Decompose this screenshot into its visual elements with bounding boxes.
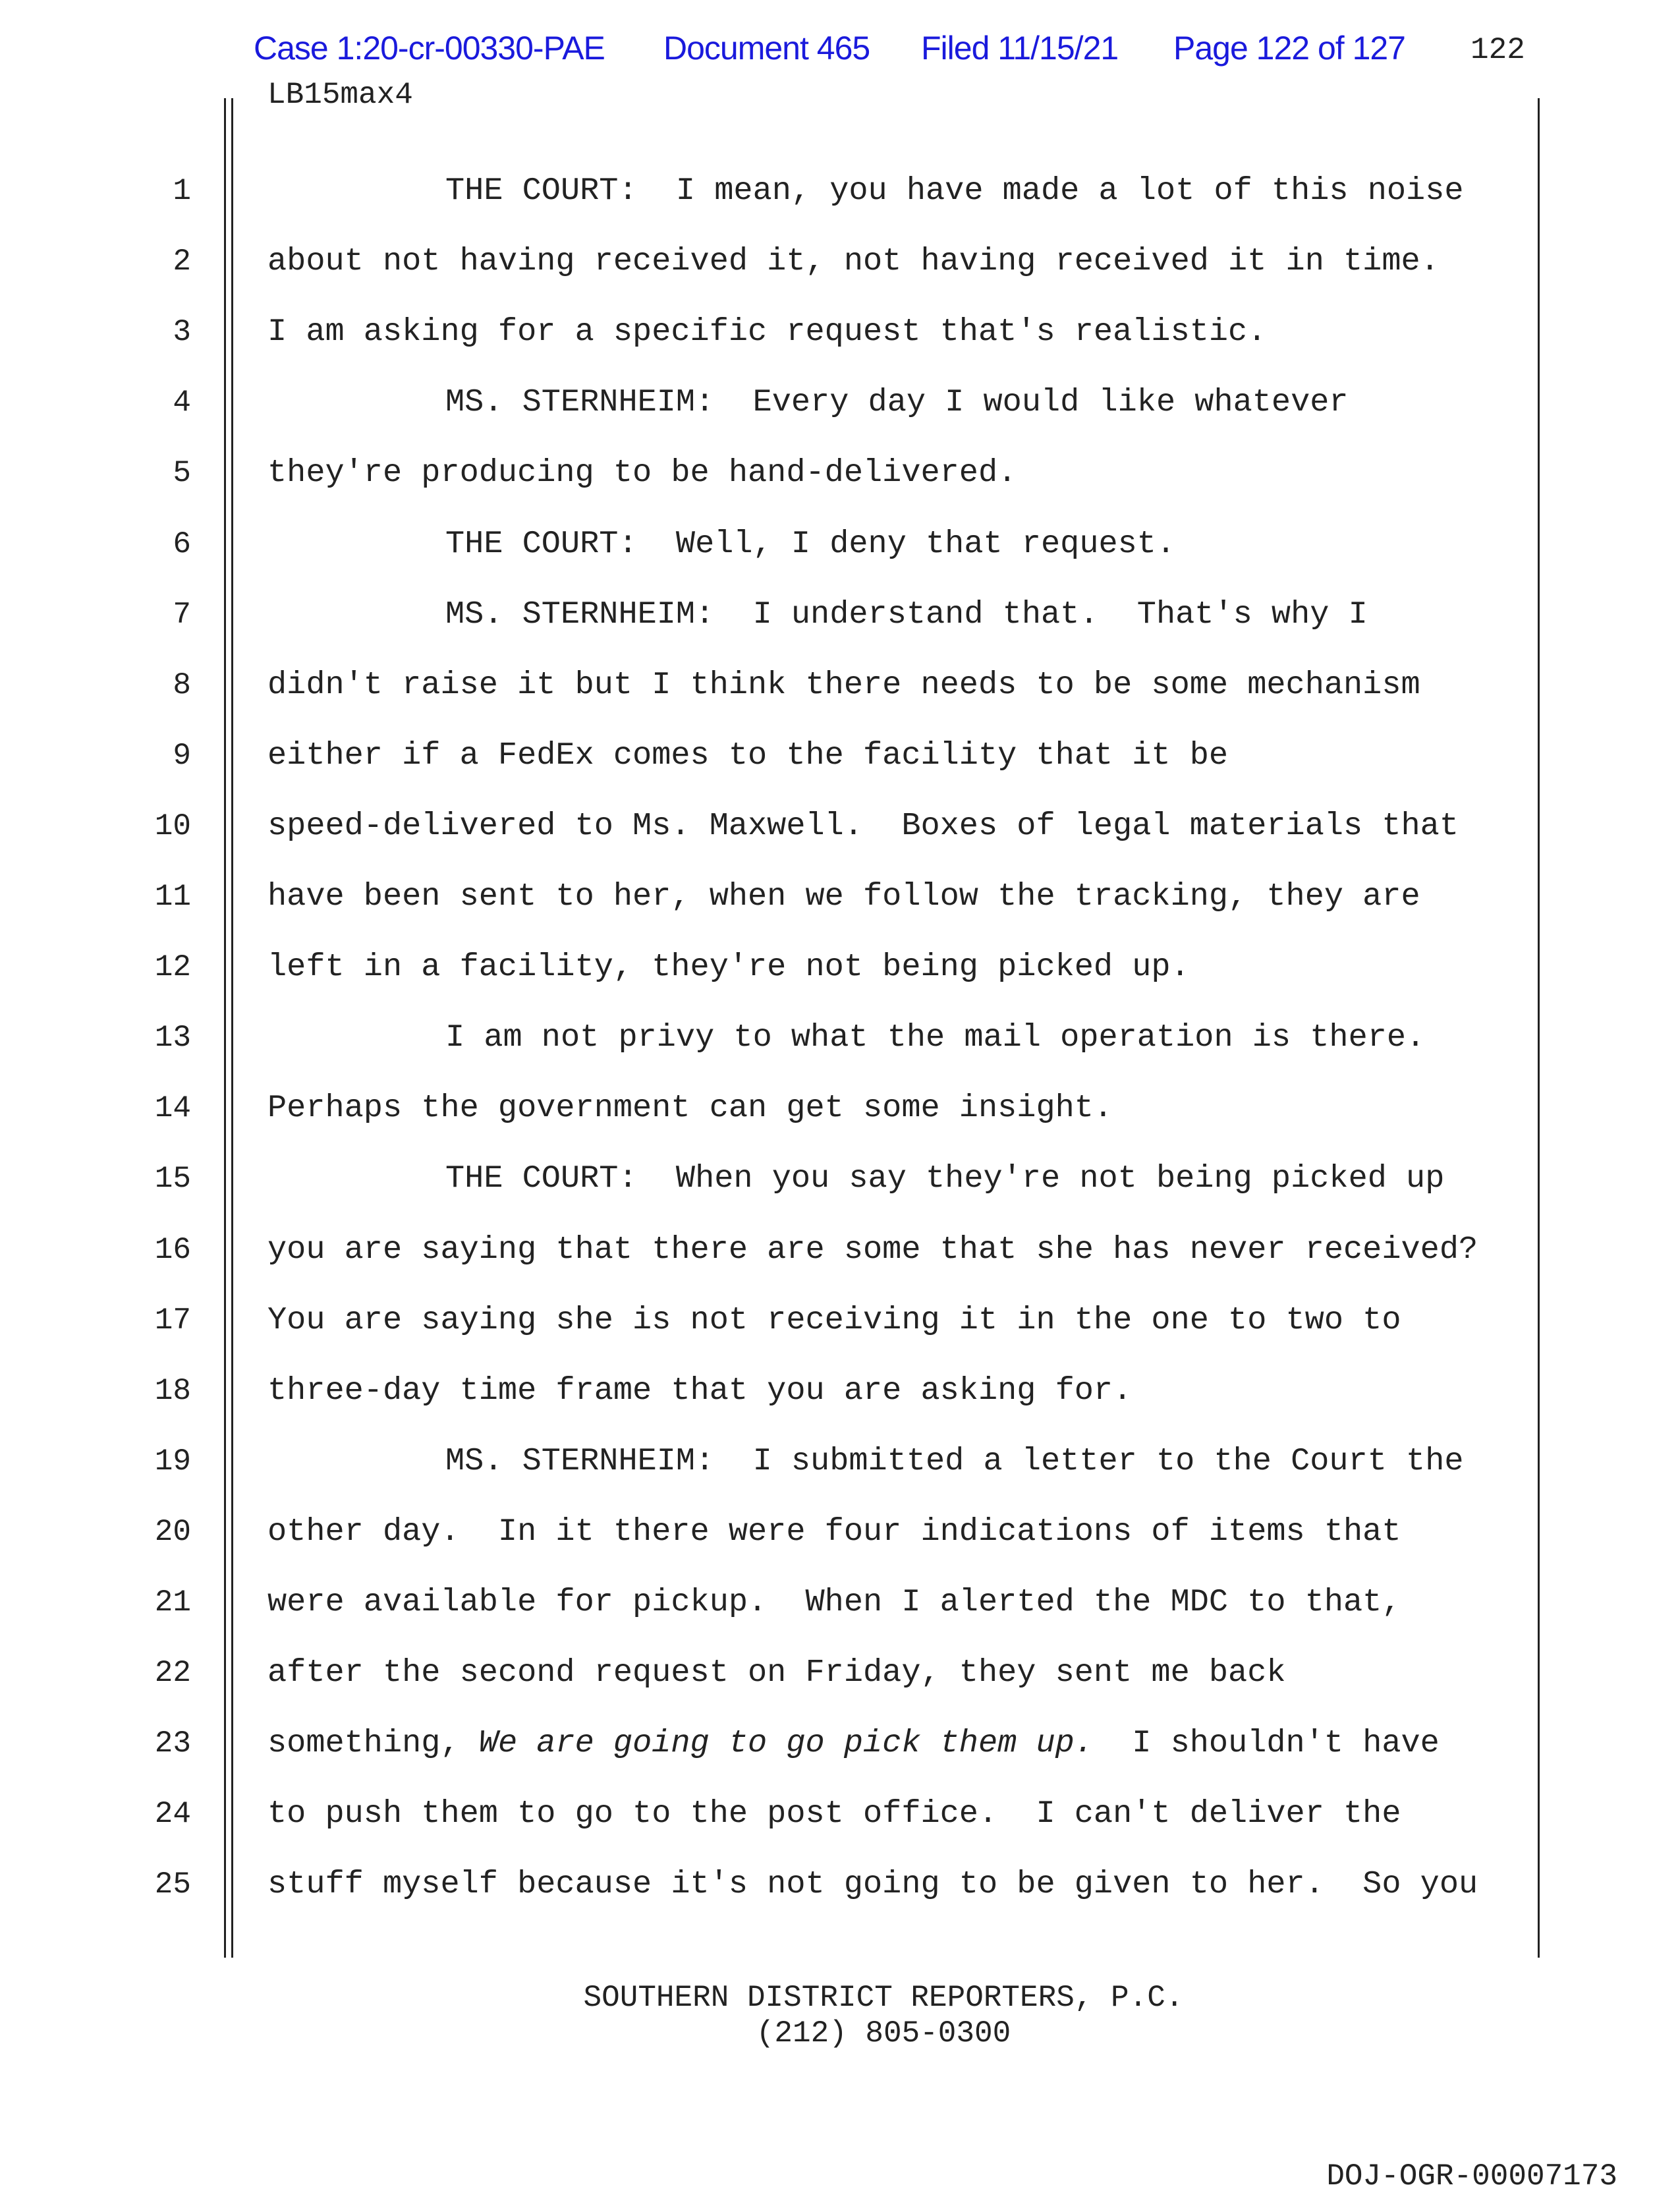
transcript-line [267,1796,1401,1832]
line-number: 20 [154,1514,191,1549]
line-number: 4 [173,385,191,420]
line-text: something, [267,1725,479,1762]
line-number: 17 [154,1303,191,1338]
transcript-line [267,1655,1286,1691]
line-number: 24 [154,1797,191,1832]
line-text: have been sent to her, when we follow the tracking, they are [267,878,1420,915]
quoted-reply: We are going to go pick them up. [478,1725,1094,1762]
document-number: Document 465 [663,30,870,67]
line-text: I am not privy to what the mail operation is there. [445,1019,1426,1056]
transcript-line [445,384,1349,420]
line-text: after the second request on Friday, they sent me back [267,1655,1286,1691]
line-text: THE COURT: Well, I deny that request. [445,525,1176,562]
line-text: THE COURT: When you say they're not being picked up [445,1160,1445,1197]
line-text: you are saying that there are some that she has never received? [267,1231,1478,1268]
transcript-line [267,949,1190,985]
transcript-line [267,1725,1440,1761]
transcript-line [267,1302,1401,1338]
transcript-line [445,1160,1444,1197]
left-margin-rule [224,98,226,1958]
line-number: 13 [154,1021,191,1056]
line-text: MS. STERNHEIM: Every day I would like whatever [445,384,1349,421]
line-number: 6 [173,526,191,561]
line-number: 11 [154,880,191,914]
page-indicator: Page 122 of 127 [1173,30,1405,67]
transcript-line [267,878,1420,915]
line-text: speed-delivered to Ms. Maxwell. Boxes of legal materials that [267,807,1459,844]
line-number: 23 [154,1726,191,1761]
reporter-name: SOUTHERN DISTRICT REPORTERS, P.C. [583,1981,1184,2015]
transcript-line [267,243,1440,279]
line-text: THE COURT: I mean, you have made a lot of this noise [445,173,1464,209]
line-text: stuff myself because it's not going to be given to her. So you [267,1866,1478,1903]
transcript-line [445,596,1368,633]
transcript-line [267,1373,1132,1409]
line-number: 19 [154,1444,191,1479]
line-text: three-day time frame that you are asking for. [267,1372,1133,1409]
line-number: 12 [154,950,191,985]
transcript-line [267,314,1266,350]
line-number: 2 [173,244,191,279]
line-text: I shouldn't have [1093,1725,1440,1762]
transcript-line [267,667,1420,703]
line-text: didn't raise it but I think there needs to be some mechanism [267,666,1420,703]
line-number: 10 [154,808,191,843]
transcript-line [267,808,1459,844]
line-text: either if a FedEx comes to the facility that it be [267,737,1229,774]
transcript-line [267,737,1228,774]
line-text: MS. STERNHEIM: I understand that. That's why I [445,596,1368,633]
filed-date: Filed 11/15/21 [921,30,1119,67]
line-number: 3 [173,315,191,350]
line-text: You are saying she is not receiving it in the one to two to [267,1301,1401,1338]
line-number: 14 [154,1091,191,1126]
line-number: 18 [154,1373,191,1408]
line-number: 15 [154,1162,191,1197]
line-text: left in a facility, they're not being picked up. [267,949,1190,986]
left-margin-rule [231,98,233,1958]
line-number: 8 [173,667,191,702]
transcript-line [267,1090,1113,1126]
line-text: about not having received it, not having received it in time. [267,243,1440,280]
transcript-line [267,1232,1478,1268]
line-number: 16 [154,1232,191,1267]
transcript-line [445,1019,1425,1056]
line-number: 25 [154,1867,191,1902]
line-text: other day. In it there were four indications of items that [267,1513,1401,1550]
reporter-phone: (212) 805-0300 [756,2016,1011,2051]
transcript-line [267,1514,1401,1550]
line-number: 9 [173,738,191,773]
line-number: 21 [154,1585,191,1620]
bates-number: DOJ-OGR-00007173 [1326,2159,1617,2194]
line-text: MS. STERNHEIM: I submitted a letter to the Court the [445,1442,1464,1479]
transcript-line [445,1443,1464,1479]
transcript-line [267,455,1017,491]
line-number: 1 [173,174,191,208]
right-margin-rule [1538,98,1540,1958]
line-number: 5 [173,456,191,491]
transcript-line [445,173,1464,209]
line-text: they're producing to be hand-delivered. [267,455,1017,492]
transcript-line [267,1584,1401,1620]
case-number: Case 1:20-cr-00330-PAE [254,30,605,67]
transcript-line [445,526,1175,562]
line-text: were available for pickup. When I alerted the MDC to that, [267,1584,1401,1620]
line-text: I am asking for a specific request that's realistic. [267,314,1267,351]
transcript-line [267,1866,1478,1902]
transcript-page-number: 122 [1470,33,1525,67]
line-number: 7 [173,597,191,632]
line-text: Perhaps the government can get some insight. [267,1090,1113,1127]
line-number: 22 [154,1656,191,1691]
file-code: LB15max4 [267,78,413,112]
line-text: to push them to go to the post office. I can't deliver the [267,1796,1401,1832]
